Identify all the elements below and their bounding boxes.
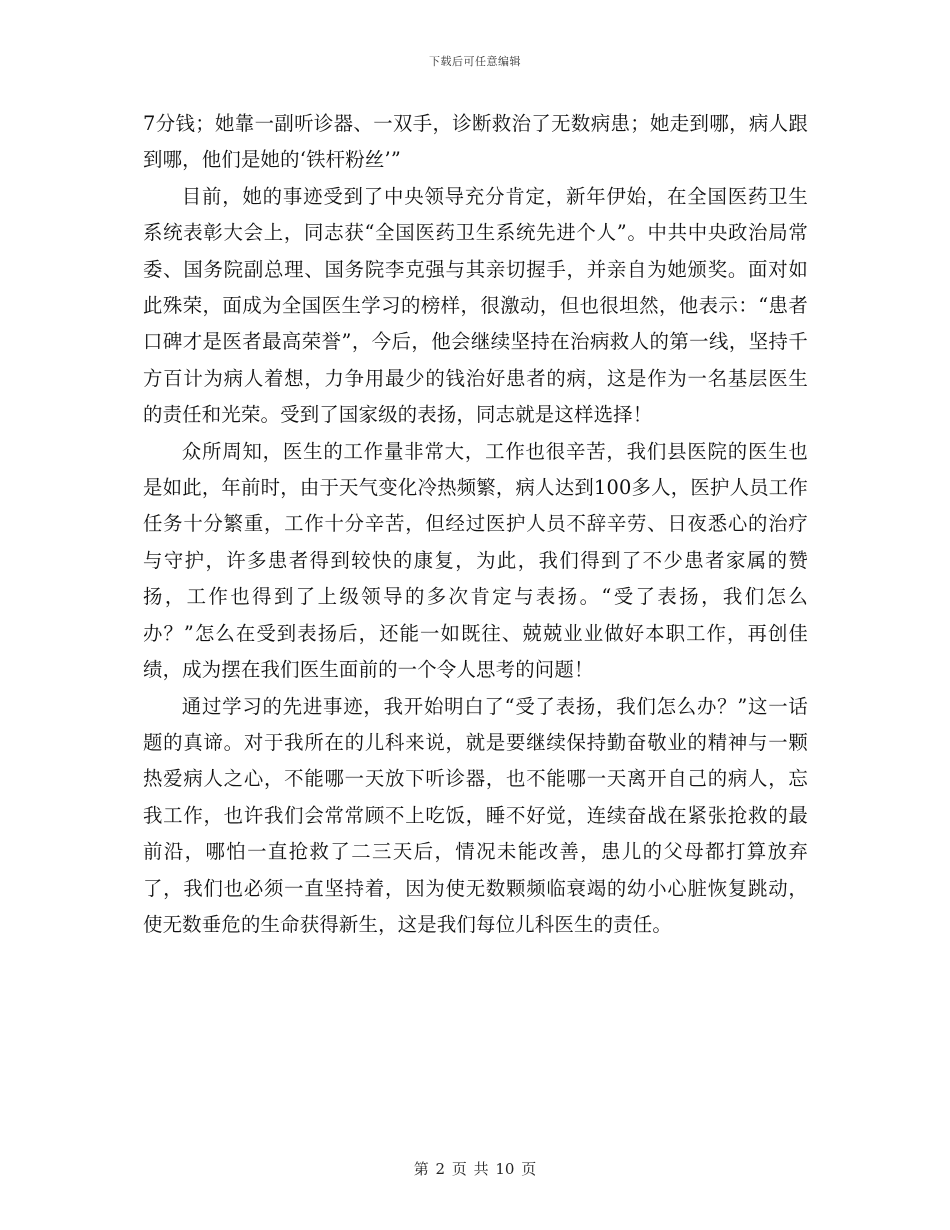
page-header: 下载后可任意编辑 bbox=[429, 55, 521, 68]
paragraph: 通过学习的先进事迹，我开始明白了“受了表扬，我们怎么办？”这一话题的真谛。对于我所在的儿科来说，就是要继续保持勤奋敬业的精神与一颗热爱病人之心，不能哪一天放下听诊器，也不能哪一天离开自己的病人，忘我工作，也许我们会常常顾不上吃饭，睡不好觉，连续奋战在紧张抢救的最前沿，哪怕一直抢救了二三天后，情况未能改善，患儿的父母都打算放弃了，我们也必须一直坚持着，因为使无数颗频临衰竭的幼小心脏恢复跳动，使无数垂危的生命获得新生，这是我们每位儿科医生的责任。 bbox=[143, 694, 808, 936]
document-body bbox=[143, 106, 808, 943]
page-footer: 第 2 页 共 10 页 bbox=[413, 1160, 537, 1178]
paragraph: 众所周知，医生的工作量非常大，工作也很辛苦，我们县医院的医生也是如此，年前时，由于天气变化冷热频繁，病人达到100多人，医护人员工作任务十分繁重，工作十分辛苦，但经过医护人员不辞辛劳、日夜悉心的治疗与守护，许多患者得到较快的康复，为此，我们得到了不少患者家属的赞扬，工作也得到了上级领导的多次肯定与表扬。“受了表扬，我们怎么办？”怎么在受到表扬后，还能一如既往、兢兢业业做好本职工作，再创佳绩，成为摆在我们医生面前的一个令人思考的问题！ bbox=[143, 439, 808, 682]
paragraph-continuation: 7分钱；她靠一副听诊器、一双手，诊断救治了无数病患；她走到哪，病人跟到哪，他们是她的‘铁杆粉丝’” bbox=[143, 112, 808, 172]
paragraph: 目前，她的事迹受到了中央领导充分肯定，新年伊始，在全国医药卫生系统表彰大会上，同志获“全国医药卫生系统先进个人”。中共中央政治局常委、国务院副总理、国务院李克强与其亲切握手，并亲自为她颁奖。面对如此殊荣，面成为全国医生学习的榜样，很激动，但也很坦然，他表示：“患者口碑才是医者最高荣誉”，今后，他会继续坚持在治病救人的第一线，坚持千方百计为病人着想，力争用最少的钱治好患者的病，这是作为一名基层医生的责任和光荣。受到了国家级的表扬，同志就是这样选择！ bbox=[143, 184, 808, 427]
